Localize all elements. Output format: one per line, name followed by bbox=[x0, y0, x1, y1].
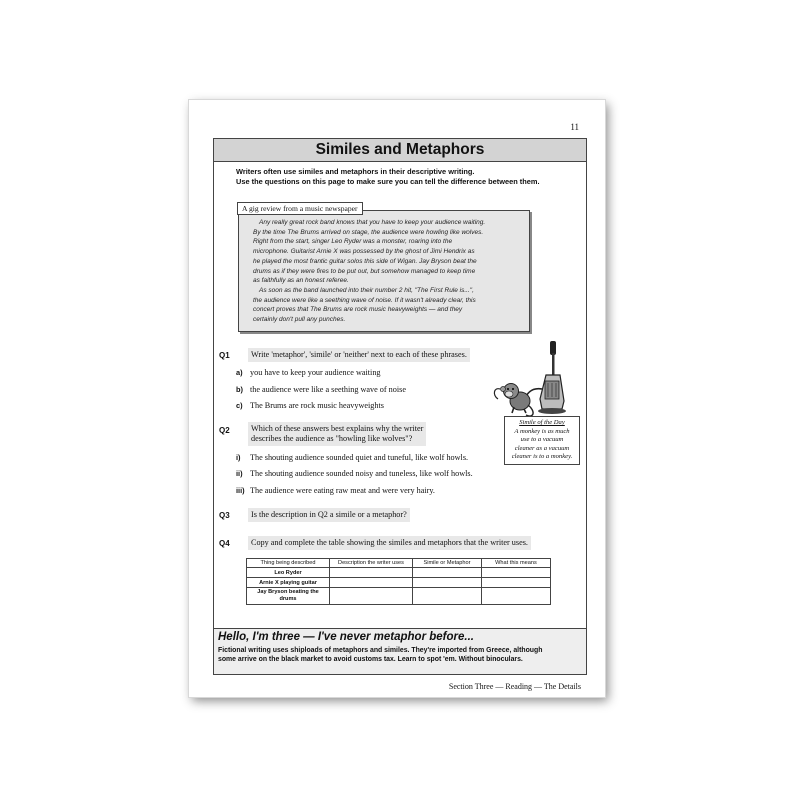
q1-item-b bbox=[236, 385, 406, 394]
tip-footer bbox=[214, 628, 586, 674]
table-cell[interactable] bbox=[482, 568, 551, 578]
q4-prompt: Copy and complete the table showing the similes and metaphors that the writer uses. bbox=[248, 536, 531, 550]
q1-item-a bbox=[236, 368, 381, 377]
item-letter: i) bbox=[236, 453, 241, 462]
item-text: The shouting audience sounded noisy and tuneless, like wolf howls. bbox=[250, 469, 473, 478]
simile-of-the-day-box bbox=[504, 416, 580, 465]
footer-text bbox=[218, 646, 582, 664]
article-line: the audience were like a seething wave of noise. If it wasn't already clear, this bbox=[253, 296, 476, 304]
article-label: A gig review from a music newspaper bbox=[237, 202, 363, 215]
item-letter: a) bbox=[236, 368, 243, 377]
q2-prompt-line: Which of these answers best explains why the writer bbox=[251, 424, 424, 433]
article-line: By the time The Brums arrived on stage, the audience were howling like wolves. bbox=[253, 228, 484, 236]
table-row bbox=[247, 568, 551, 578]
table-row bbox=[247, 578, 551, 588]
similes-metaphors-table bbox=[246, 558, 551, 605]
table-cell: Jay Bryson beating the drums bbox=[247, 588, 330, 605]
q2-item-iii bbox=[236, 486, 435, 495]
q1-prompt: Write 'metaphor', 'simile' or 'neither' next to each of these phrases. bbox=[248, 348, 470, 362]
page-title: Similes and Metaphors bbox=[214, 139, 586, 162]
article-line: Right from the start, singer Leo Ryder was a monster, roaring into the bbox=[253, 238, 453, 246]
item-text: The Brums are rock music heavyweights bbox=[250, 401, 384, 410]
section-footer: Section Three — Reading — The Details bbox=[448, 682, 581, 691]
table-cell: Leo Ryder bbox=[247, 568, 330, 578]
q1-item-c bbox=[236, 401, 384, 410]
intro-line: Use the questions on this page to make sure you can tell the difference between them. bbox=[236, 177, 540, 186]
column-header: What this means bbox=[482, 559, 551, 568]
content-frame bbox=[213, 138, 587, 675]
table-cell[interactable] bbox=[482, 578, 551, 588]
q3-number: Q3 bbox=[219, 511, 230, 520]
page-number: 11 bbox=[570, 122, 579, 132]
column-header: Simile or Metaphor bbox=[413, 559, 482, 568]
item-letter: iii) bbox=[236, 486, 245, 495]
article-line: concert proves that The Brums are rock music heavyweights — and they bbox=[253, 306, 463, 314]
simile-heading: Simile of the Day bbox=[519, 419, 565, 426]
table-cell[interactable] bbox=[330, 578, 413, 588]
table-cell[interactable] bbox=[413, 578, 482, 588]
q2-prompt bbox=[248, 422, 426, 446]
simile-line: cleaner as a vacuum bbox=[514, 444, 570, 452]
simile-line: A monkey is as much bbox=[514, 427, 570, 435]
article-line: certainly don't pull any punches. bbox=[253, 316, 346, 324]
article-line: drums as if they were fires to be put out, but somehow managed to keep time bbox=[253, 267, 476, 275]
item-text: you have to keep your audience waiting bbox=[250, 368, 381, 377]
item-text: The audience were eating raw meat and were very hairy. bbox=[250, 486, 435, 495]
item-text: The shouting audience sounded quiet and tuneful, like wolf howls. bbox=[250, 453, 469, 462]
item-text: the audience were like a seething wave of noise bbox=[250, 385, 406, 394]
workbook-page bbox=[189, 100, 605, 697]
column-header: Thing being described bbox=[247, 559, 330, 568]
intro-line: Writers often use similes and metaphors in their descriptive writing. bbox=[236, 167, 475, 176]
q2-item-ii bbox=[236, 469, 473, 478]
table-cell[interactable] bbox=[482, 588, 551, 605]
footer-title: Hello, I'm three — I've never metaphor before... bbox=[218, 631, 474, 643]
q2-prompt-line: describes the audience as "howling like wolves"? bbox=[251, 434, 413, 443]
table-cell[interactable] bbox=[413, 568, 482, 578]
q2-number: Q2 bbox=[219, 426, 230, 435]
intro-text bbox=[236, 167, 576, 187]
footer-line: some arrive on the black market to avoid customs tax. Learn to spot 'em. Without binoculars. bbox=[218, 656, 523, 663]
q1-number: Q1 bbox=[219, 351, 230, 360]
article-line: As soon as the band launched into their number 2 hit, "The First Rule is...", bbox=[259, 286, 474, 294]
article-line: he played the most frantic guitar solos this side of Wigan. Jay Bryson beat the bbox=[253, 257, 477, 265]
q2-item-i bbox=[236, 453, 468, 462]
article-line: as faithfully as an honest referee. bbox=[253, 277, 349, 285]
item-letter: b) bbox=[236, 385, 243, 394]
column-header: Description the writer uses bbox=[330, 559, 413, 568]
table-cell[interactable] bbox=[330, 588, 413, 605]
table-header-row bbox=[247, 559, 551, 568]
table-cell[interactable] bbox=[330, 568, 413, 578]
simile-line: use to a vacuum bbox=[520, 436, 564, 444]
footer-line: Fictional writing uses shiploads of metaphors and similes. They're imported from Greece, although bbox=[218, 647, 543, 654]
simile-line: cleaner is to a monkey. bbox=[511, 453, 573, 461]
table-cell[interactable] bbox=[413, 588, 482, 605]
article-line: microphone. Guitarist Arnie X was possessed by the ghost of Jimi Hendrix as bbox=[253, 248, 475, 256]
q4-number: Q4 bbox=[219, 539, 230, 548]
item-letter: c) bbox=[236, 401, 243, 410]
article-text bbox=[253, 218, 521, 325]
gig-review-article bbox=[238, 210, 530, 332]
q3-prompt: Is the description in Q2 a simile or a metaphor? bbox=[248, 508, 410, 522]
item-letter: ii) bbox=[236, 469, 243, 478]
table-row bbox=[247, 588, 551, 605]
table-cell: Arnie X playing guitar bbox=[247, 578, 330, 588]
article-line: Any really great rock band knows that you have to keep your audience waiting. bbox=[259, 219, 486, 226]
